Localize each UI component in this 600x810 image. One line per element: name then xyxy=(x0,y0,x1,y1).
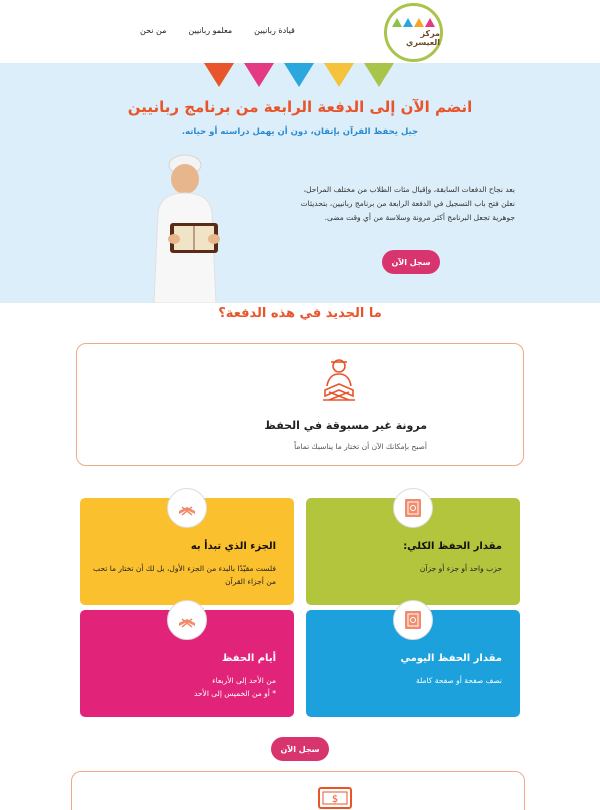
money-icon xyxy=(317,786,353,810)
feature-description: أصبح بإمكانك الآن أن تختار ما يناسبك تماماً xyxy=(294,442,427,451)
open-quran-icon xyxy=(167,488,207,528)
site-logo[interactable] xyxy=(384,3,443,62)
days-option-1: من الأحد إلى الأربعاء xyxy=(212,676,276,685)
card-description: حزب واحد أو جزء أو جزآن xyxy=(419,564,502,573)
nav-item-teachers[interactable]: معلمو ربانيين xyxy=(188,26,233,35)
quran-book-icon xyxy=(393,600,433,640)
card-daily-memorization xyxy=(306,610,520,717)
register-now-button-bottom[interactable]: سجل الآن xyxy=(271,737,329,761)
logo-text: مركز العيسري xyxy=(406,29,440,47)
nav-item-leadership[interactable]: قيادة ربانيين xyxy=(254,26,295,35)
card-total-memorization xyxy=(306,498,520,605)
flag-icon xyxy=(324,63,354,87)
flag-icon xyxy=(284,63,314,87)
reader-icon xyxy=(317,356,361,404)
card-title: مقدار الحفظ اليومي xyxy=(400,653,502,664)
hero-section xyxy=(0,63,600,303)
card-title: أيام الحفظ xyxy=(221,653,276,664)
hero-subtitle: جيل يحفظ القرآن بإتقان، دون أن يهمل دراسته أو حياته. xyxy=(181,127,419,137)
logo-mark-icon xyxy=(392,18,435,27)
card-description: فلست مقيّدًا بالبدء من الجزء الأول، بل لك أن تختار ما تحب من أجزاء القرآن xyxy=(93,564,276,586)
card-starting-part xyxy=(80,498,294,605)
feature-title: مرونة غير مسبوقة في الحفظ xyxy=(264,419,427,432)
hero-title: انضم الآن إلى الدفعة الرابعة من برنامج ربانيين xyxy=(127,98,473,116)
svg-text:$: $ xyxy=(331,794,339,805)
main-nav xyxy=(140,26,295,35)
card-title: الجزء الذي تبدأ به xyxy=(190,541,276,552)
section-title: ما الجديد في هذه الدفعة؟ xyxy=(218,306,382,321)
card-description: نصف صفحة أو صفحة كاملة xyxy=(415,676,502,685)
flag-icon xyxy=(244,63,274,87)
card-title: مقدار الحفظ الكلي: xyxy=(403,541,502,552)
quran-book-icon xyxy=(393,488,433,528)
pricing-card xyxy=(71,771,525,810)
site-header xyxy=(0,0,600,63)
days-option-2: * أو من الخميس إلى الأحد xyxy=(193,689,276,698)
flag-icon xyxy=(364,63,394,87)
card-description xyxy=(92,674,276,700)
card-memorization-days xyxy=(80,610,294,717)
flag-icon xyxy=(204,63,234,87)
boy-reading-quran-image xyxy=(140,153,240,303)
flexibility-feature-card xyxy=(76,343,524,466)
hero-body: بعد نجاح الدفعات السابقة، وإقبال مئات الطلاب من مختلف المراحل، نعلن فتح باب التسجيل في الدفعة الرابعة من برنامج ربانيين، بتحديثات جوهرية تجعل البرنامج أكثر مرونة وسلاسة من أي وقت مضى. xyxy=(300,185,515,222)
bunting-flags xyxy=(204,63,394,93)
open-quran-icon xyxy=(167,600,207,640)
register-now-button[interactable]: سجل الآن xyxy=(382,250,440,274)
nav-item-about[interactable]: من نحن xyxy=(140,26,167,35)
